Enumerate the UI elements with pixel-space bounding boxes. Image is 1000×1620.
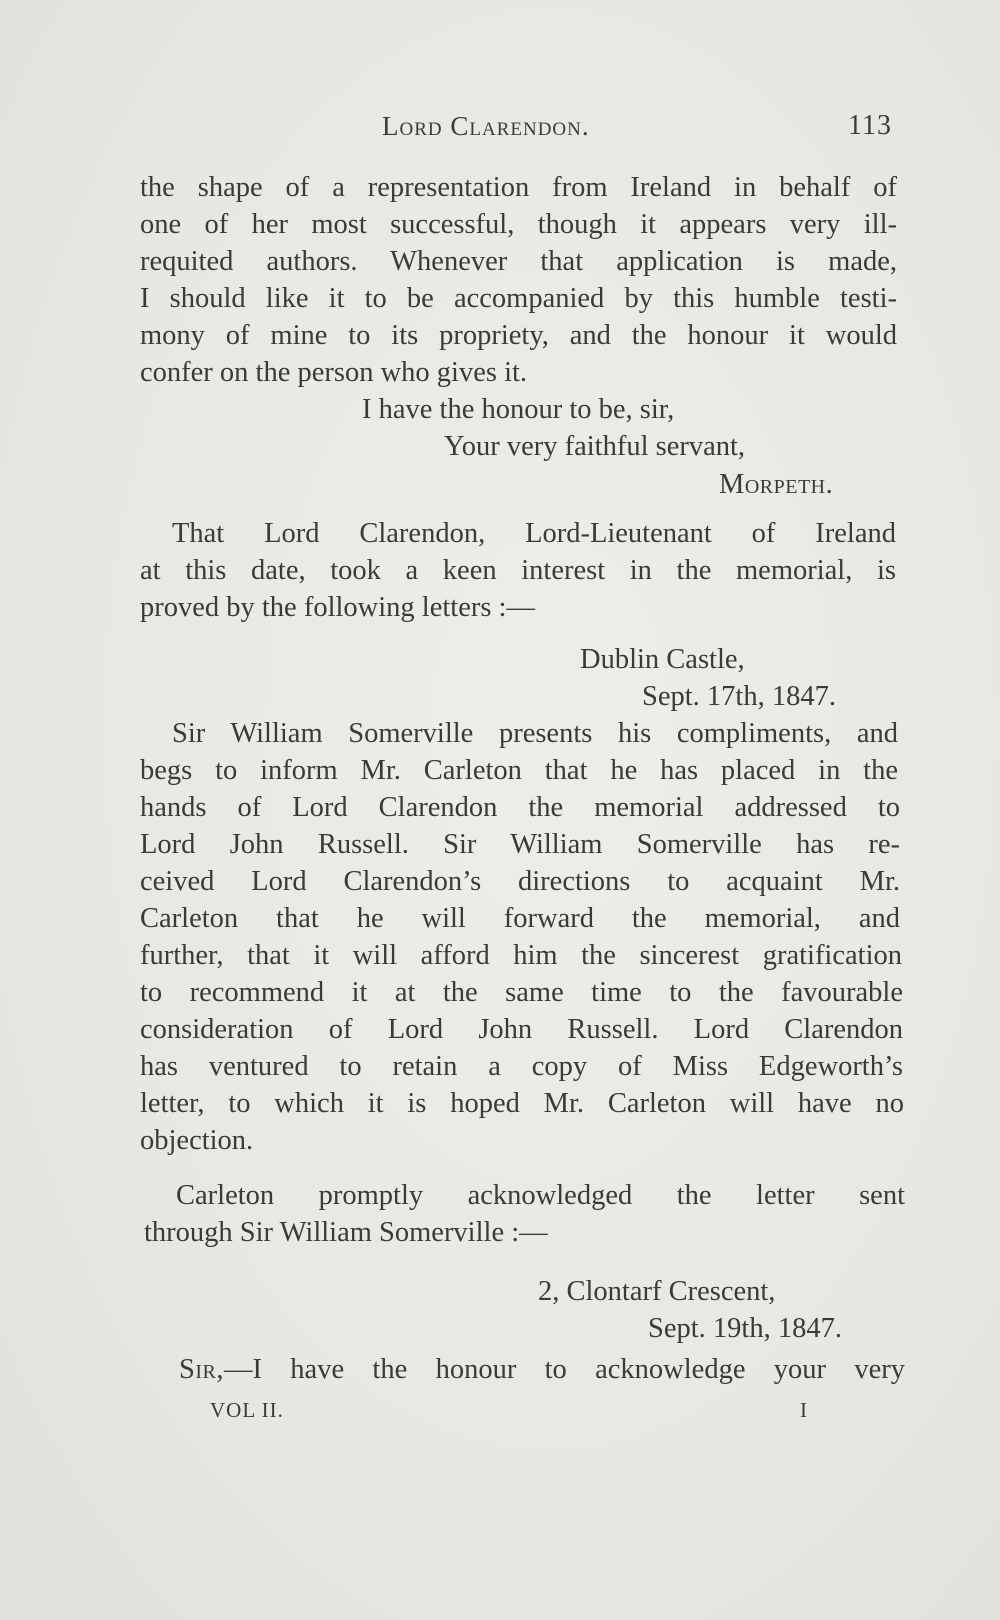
body-line: one of her most successful, though it appears very ill- (140, 209, 897, 240)
body-line: confer on the person who gives it. (140, 357, 528, 388)
letter-line: ceived Lord Clarendon’s directions to acquaint Mr. (140, 866, 900, 897)
salutation: Sir, (179, 1354, 224, 1385)
closing-line: I have the honour to be, sir, (362, 394, 675, 425)
signature-morpeth: Morpeth. (719, 469, 834, 500)
body-line: at this date, took a keen interest in the memorial, is (140, 555, 896, 586)
letter-line: further, that it will afford him the sincerest gratification (140, 940, 902, 971)
letter-line: Carleton that he will forward the memorial, and (140, 903, 900, 934)
body-line: through Sir William Somerville :— (144, 1217, 548, 1248)
letter-line (179, 1352, 905, 1388)
closing-line: Your very faithful servant, (444, 431, 746, 462)
body-line: That Lord Clarendon, Lord-Lieutenant of Ireland (172, 518, 896, 549)
letter-line: consideration of Lord John Russell. Lord Clarendon (140, 1014, 903, 1045)
letter-date: Sept. 19th, 1847. (648, 1313, 842, 1344)
running-head-title: Lord Clarendon. (382, 111, 590, 141)
signature-mark: I (800, 1398, 808, 1422)
letter-line: Sir William Somerville presents his compliments, and (172, 718, 898, 749)
volume-signature: VOL II. (210, 1398, 284, 1422)
letter-line: begs to inform Mr. Carleton that he has placed in the (140, 755, 898, 786)
body-line: I should like it to be accompanied by this humble testi- (140, 283, 897, 314)
body-line: Carleton promptly acknowledged the letter sent (176, 1180, 905, 1211)
body-line: requited authors. Whenever that application is made, (140, 246, 897, 277)
letter-date: Sept. 17th, 1847. (642, 681, 836, 712)
letter-line: to recommend it at the same time to the favourable (140, 977, 903, 1008)
page-number: 113 (848, 110, 892, 141)
salutation-text: —I have the honour to acknowledge your very (223, 1354, 905, 1385)
body-line: mony of mine to its propriety, and the honour it would (140, 320, 897, 351)
letter-place: 2, Clontarf Crescent, (538, 1276, 776, 1307)
letter-line: has ventured to retain a copy of Miss Edgeworth’s (140, 1051, 903, 1082)
body-line: the shape of a representation from Ireland in behalf of (140, 172, 897, 203)
letter-place: Dublin Castle, (580, 644, 745, 675)
letter-line: objection. (140, 1125, 254, 1156)
letter-line: hands of Lord Clarendon the memorial addressed to (140, 792, 900, 823)
letter-line: Lord John Russell. Sir William Somerville has re- (140, 829, 900, 860)
letter-line: letter, to which it is hoped Mr. Carleton will have no (140, 1088, 904, 1119)
body-line: proved by the following letters :— (140, 592, 535, 623)
